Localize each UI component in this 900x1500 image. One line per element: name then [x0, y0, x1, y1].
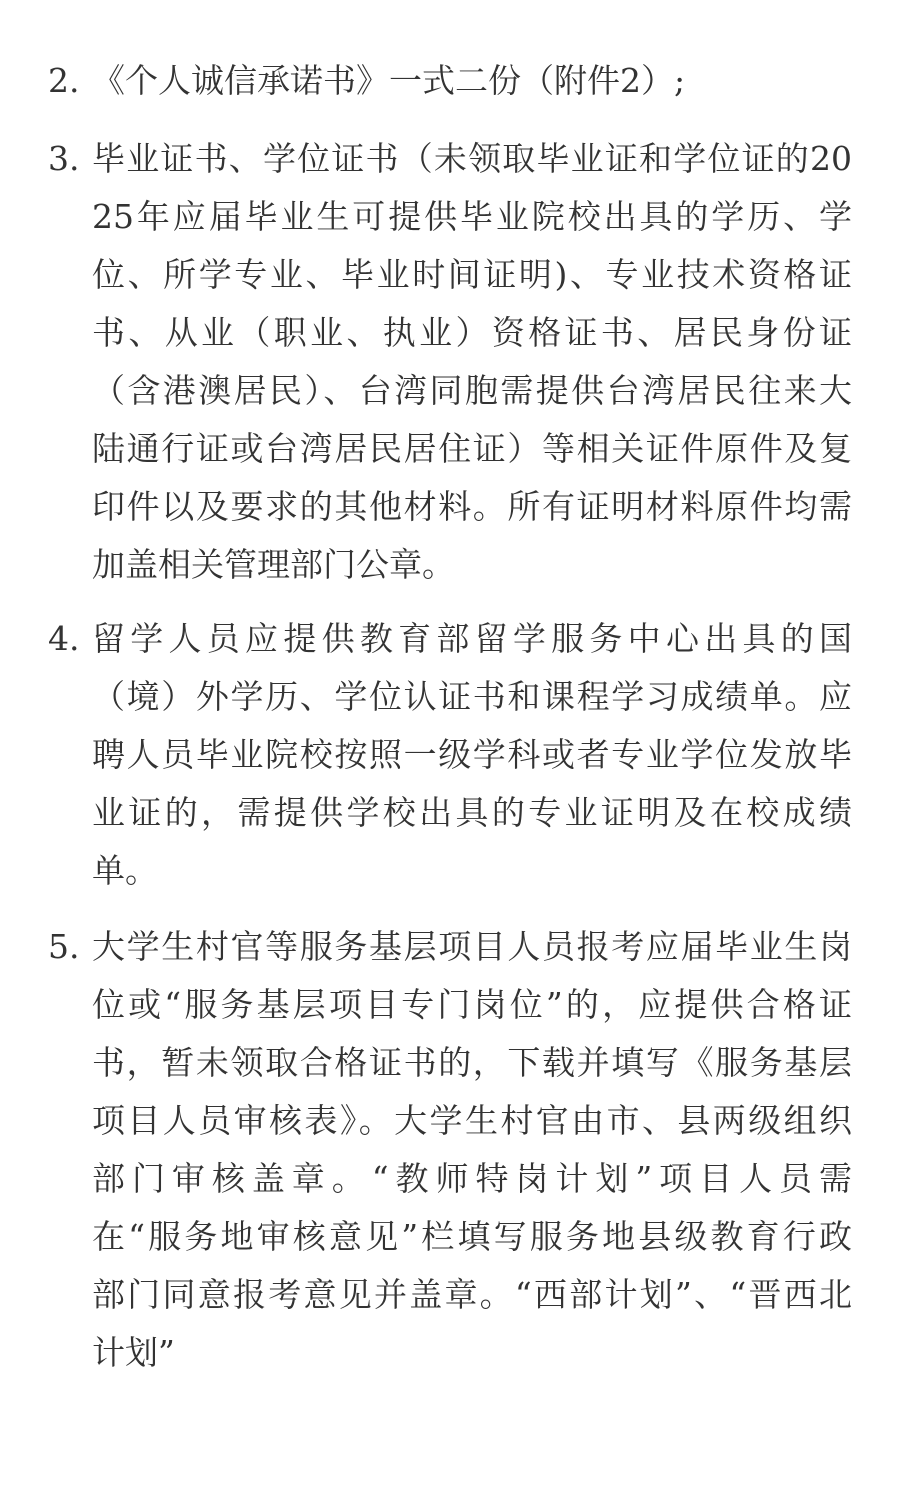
list-item-text-line: 位或“服务基层项目专门岗位”的，应提供合格证 [92, 985, 852, 1024]
list-item-text-line: （境）外学历、学位认证书和课程学习成绩单。应 [92, 677, 852, 716]
list-item-number: 4. [48, 619, 80, 658]
list-item-text-line: 项目人员审核表》。大学生村官由市、县两级组织 [92, 1101, 852, 1140]
list-item-text-line: 留学人员应提供教育部留学服务中心出具的国 [92, 619, 852, 658]
list-item-text-line: 大学生村官等服务基层项目人员报考应届毕业生岗 [92, 927, 852, 966]
list-item-text-line: 部门同意报考意见并盖章。“西部计划”、“晋西北 [92, 1275, 852, 1314]
list-item-number: 3. [48, 139, 80, 178]
list-item-text-line: 印件以及要求的其他材料。所有证明材料原件均需 [92, 487, 852, 526]
list-item-text-line: 陆通行证或台湾居民居住证）等相关证件原件及复 [92, 429, 852, 468]
list-item-text-line: 书，暂未领取合格证书的，下载并填写《服务基层 [92, 1043, 852, 1082]
list-item-number: 2. [48, 61, 80, 100]
list-item-text-line: 计划” [92, 1333, 175, 1372]
list-item-text-line: 部门审核盖章。“教师特岗计划”项目人员需 [92, 1159, 852, 1198]
list-item-text-line: 业证的，需提供学校出具的专业证明及在校成绩 [92, 793, 852, 832]
list-item-text-line: 位、所学专业、毕业时间证明)、专业技术资格证 [92, 255, 852, 294]
list-item-text-line: 加盖相关管理部门公章。 [92, 545, 455, 584]
list-item-text-line: 书、从业（职业、执业）资格证书、居民身份证 [92, 313, 852, 352]
list-item-number: 5. [48, 927, 80, 966]
list-item-text-line: 在“服务地审核意见”栏填写服务地县级教育行政 [92, 1217, 852, 1256]
list-item-text-line: 25年应届毕业生可提供毕业院校出具的学历、学 [92, 197, 852, 236]
list-item-text-line: 单。 [92, 851, 158, 890]
list-item-text-line: （含港澳居民）、台湾同胞需提供台湾居民往来大 [92, 371, 852, 410]
list-item-text-line: 聘人员毕业院校按照一级学科或者专业学位发放毕 [92, 735, 852, 774]
list-item-text-line: 《个人诚信承诺书》一式二份（附件2）; [92, 61, 686, 100]
list-item-text-line: 毕业证书、学位证书（未领取毕业证和学位证的20 [92, 139, 852, 178]
